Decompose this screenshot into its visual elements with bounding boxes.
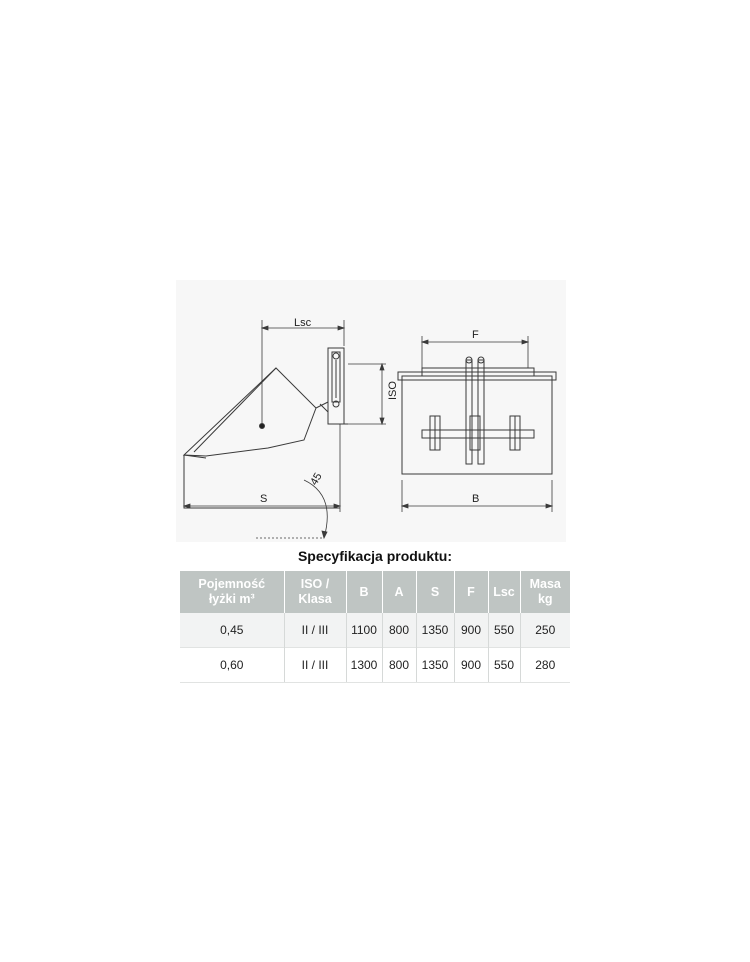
table-cell: 280 — [520, 648, 570, 683]
col-header-a: A — [382, 571, 416, 613]
spec-header-row — [180, 571, 570, 613]
col-header-line: kg — [537, 592, 553, 606]
col-header-f: F — [454, 571, 488, 613]
center-of-gravity-marker — [260, 424, 265, 429]
col-header-line: Masa — [529, 577, 561, 591]
table-cell: 800 — [382, 648, 416, 683]
col-header-capacity — [180, 571, 284, 613]
spec-heading: Specyfikacja produktu: — [297, 548, 453, 564]
table-cell: 1300 — [346, 648, 382, 683]
label-lsc: Lsc — [294, 317, 312, 329]
col-header-iso — [284, 571, 346, 613]
table-cell: 800 — [382, 613, 416, 648]
table-cell: 0,45 — [180, 613, 284, 648]
col-header-line: Klasa — [298, 592, 332, 606]
col-header-lsc: Lsc — [488, 571, 520, 613]
table-cell: 0,60 — [180, 648, 284, 683]
bucket-technical-drawing — [176, 280, 566, 542]
table-cell: 550 — [488, 648, 520, 683]
table-cell: 550 — [488, 613, 520, 648]
col-header-line: łyżki m³ — [208, 592, 255, 606]
col-header-s: S — [416, 571, 454, 613]
table-row — [180, 648, 570, 683]
table-cell: 900 — [454, 648, 488, 683]
col-header-b: B — [346, 571, 382, 613]
label-b: B — [472, 493, 480, 505]
table-cell: 250 — [520, 613, 570, 648]
col-header-line: Pojemność — [198, 577, 266, 591]
table-row — [180, 613, 570, 648]
col-header-line: ISO / — [300, 577, 330, 591]
label-angle-45: 45 — [308, 470, 325, 488]
table-cell: 900 — [454, 613, 488, 648]
label-s: S — [260, 493, 268, 505]
col-header-mass — [520, 571, 570, 613]
table-cell: II / III — [284, 613, 346, 648]
table-cell: 1100 — [346, 613, 382, 648]
table-cell: II / III — [284, 648, 346, 683]
table-cell: 1350 — [416, 648, 454, 683]
label-iso: ISO — [387, 381, 399, 400]
table-cell: 1350 — [416, 613, 454, 648]
spec-table — [180, 571, 570, 683]
label-f: F — [472, 329, 479, 341]
